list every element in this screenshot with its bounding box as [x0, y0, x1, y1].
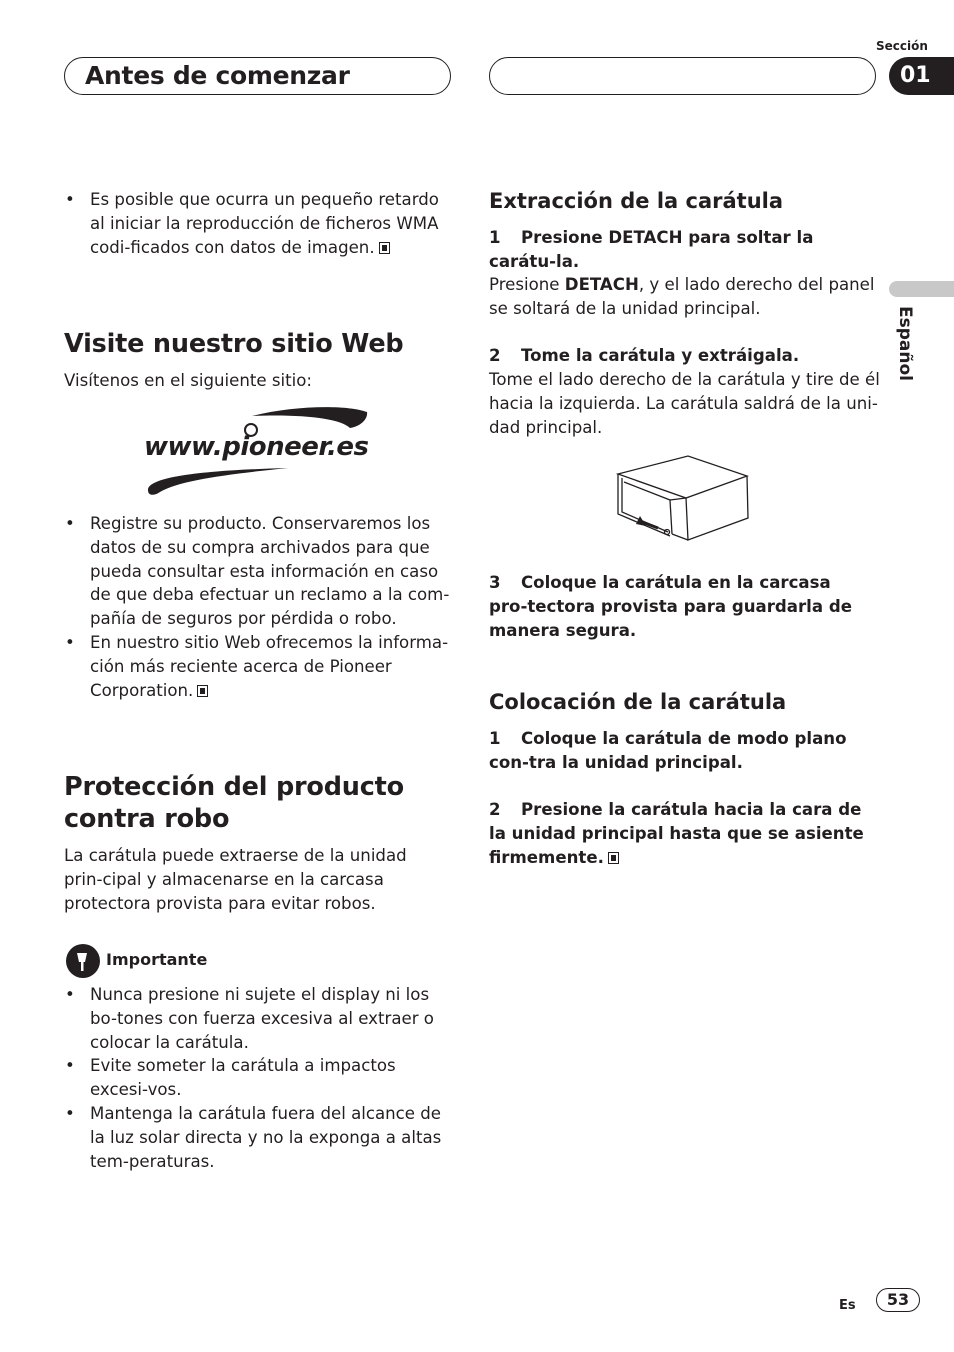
pioneer-url: www.pioneer.es: [144, 432, 369, 462]
detach-illustration: [610, 452, 755, 546]
removal-step-2-title: 2 Tome la carátula y extráigala.: [489, 346, 800, 365]
intro-bullet-item: • Es posible que ocurra un pequeño retardo al iniciar la reproducción de ficheros WMA codi-ficados con datos de imagen.: [64, 188, 452, 259]
web-bullet-list: [64, 512, 452, 702]
section-number-badge: 01: [889, 57, 954, 95]
language-tab-label: Español: [895, 306, 915, 381]
removal-section-title: Extracción de la carátula: [489, 189, 784, 213]
important-icon: [66, 944, 100, 978]
web-intro-text: Visítenos en el siguiente sitio:: [64, 371, 312, 390]
web-section-title: Visite nuestro sitio Web: [64, 329, 404, 359]
attach-step-2-title: 2 Presione la carátula hacia la cara de la unidad principal hasta que se asiente firmemente.: [489, 800, 864, 867]
important-label: Importante: [106, 950, 208, 969]
removal-step-3-title: 3 Coloque la carátula en la carcasa pro-tectora provista para guardarla de manera segura.: [489, 573, 852, 640]
attach-section-title: Colocación de la carátula: [489, 690, 787, 714]
header-title: Antes de comenzar: [85, 61, 350, 90]
end-mark-icon: [608, 852, 619, 864]
language-tab-marker: [889, 281, 954, 297]
important-bullet-item: • Evite someter la carátula a impactos excesi-vos.: [64, 1054, 452, 1102]
section-label: Sección: [876, 39, 928, 53]
removal-step-1-title: 1 Presione DETACH para soltar la carátu-la.: [489, 228, 814, 271]
important-bullet-item: • Nunca presione ni sujete el display ni los bo-tones con fuerza excesiva al extraer o colocar la carátula.: [64, 983, 452, 1054]
theft-section-title: Protección del producto contra robo: [64, 772, 404, 834]
web-bullet-item: • En nuestro sitio Web ofrecemos la informa-ción más reciente acerca de Pioneer Corporation.: [64, 631, 452, 702]
header-empty-box: [489, 57, 876, 95]
removal-step-1-body: Presione DETACH, y el lado derecho del panel se soltará de la unidad principal.: [489, 275, 875, 318]
faceplate-removal-icon: [610, 452, 755, 546]
attach-step-1-title: 1 Coloque la carátula de modo plano con-tra la unidad principal.: [489, 729, 847, 772]
header-title-box: [64, 57, 451, 95]
end-mark-icon: [197, 685, 208, 697]
end-mark-icon: [379, 242, 390, 254]
important-bullet-list: [64, 983, 452, 1173]
page-number: 53: [876, 1288, 920, 1312]
intro-bullet-list: [64, 188, 452, 259]
web-bullet-item: • Registre su producto. Conservaremos los datos de su compra archivados para que pueda consultar esta información en caso de que deba efectuar un reclamo a la com-pañía de seguros por pérdida o robo.: [64, 512, 452, 631]
pioneer-web-logo: [140, 404, 380, 500]
removal-step-2-body: Tome el lado derecho de la carátula y tire de él hacia la izquierda. La carátula saldrá de la uni-dad principal.: [489, 370, 880, 437]
important-bullet-item: • Mantenga la carátula fuera del alcance de la luz solar directa y no la exponga a altas tem-peraturas.: [64, 1102, 452, 1173]
footer-language: Es: [839, 1298, 856, 1313]
theft-body-text: La carátula puede extraerse de la unidad prin-cipal y almacenarse en la carcasa protectora provista para evitar robos.: [64, 846, 407, 913]
